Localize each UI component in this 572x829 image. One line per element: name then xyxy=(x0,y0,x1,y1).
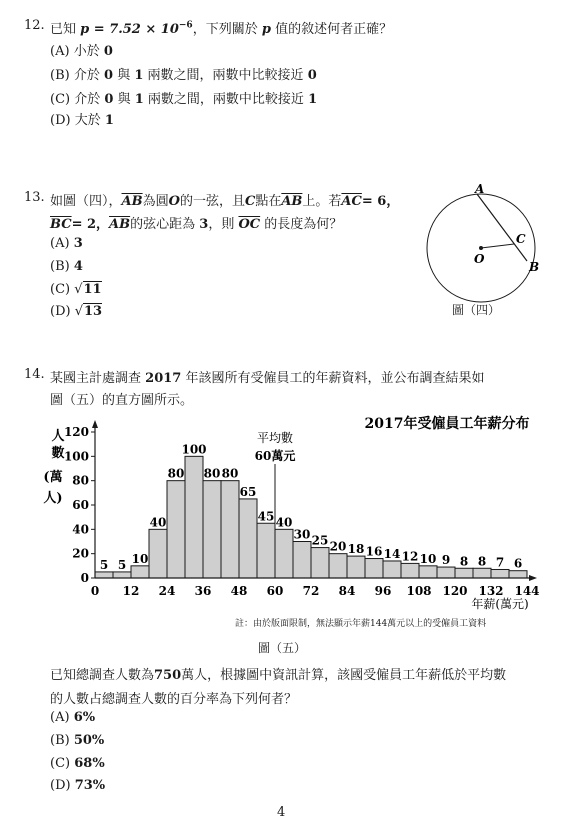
x-axis-arrow xyxy=(529,575,537,581)
bar-value-label: 80 xyxy=(203,466,221,481)
histogram-bar xyxy=(509,571,527,578)
q13-number: 13. xyxy=(24,190,45,205)
bar-value-label: 10 xyxy=(131,551,149,566)
q13-option-b[interactable]: (B) 4 xyxy=(50,259,83,274)
q14-option-d[interactable]: (D) 73% xyxy=(50,778,106,793)
histogram-bar xyxy=(419,566,437,578)
bar-value-label: 40 xyxy=(275,515,293,530)
histogram-bar xyxy=(185,456,203,578)
q12-stem-text: 已知 xyxy=(50,22,77,37)
bar-value-label: 7 xyxy=(495,555,505,570)
q13-option-a[interactable]: (A) 3 xyxy=(50,236,83,251)
y-tick-label: 120 xyxy=(63,425,89,439)
x-tick-label: 36 xyxy=(194,584,212,598)
x-tick-label: 120 xyxy=(442,584,468,598)
bar-value-label: 9 xyxy=(441,553,451,568)
x-tick-label: 96 xyxy=(374,584,392,598)
histogram-bar xyxy=(365,559,383,578)
bar-value-label: 100 xyxy=(181,442,207,457)
q12-stem-text3: 值的敘述何者正確？ xyxy=(275,22,393,37)
y-axis-label: 人) xyxy=(43,491,63,506)
chord-ab xyxy=(477,194,527,261)
bar-value-label: 8 xyxy=(459,554,469,569)
seg-bc: $\overline{BC}$ xyxy=(50,217,72,232)
bar-value-label: 5 xyxy=(99,557,109,572)
label-o: O xyxy=(474,252,485,266)
q14-follow-line2: 的人數占總調查人數的百分率為下列何者？ xyxy=(50,692,298,707)
histogram-bar xyxy=(473,568,491,578)
x-tick-label: 72 xyxy=(302,584,320,598)
q12-stem-text2: ，下列關於 xyxy=(192,22,258,37)
x-axis-label: 年薪(萬元) xyxy=(471,597,529,611)
label-b: B xyxy=(529,260,540,274)
q14-number: 14. xyxy=(24,367,45,382)
seg-ac: $\overline{AC}$ xyxy=(341,194,362,209)
bar-value-label: 80 xyxy=(167,466,185,481)
segment-oc xyxy=(481,244,514,248)
x-tick-label: 48 xyxy=(230,584,248,598)
bar-value-label: 18 xyxy=(347,542,365,557)
histogram-bar xyxy=(383,561,401,578)
label-c: C xyxy=(516,232,526,246)
q14-option-b[interactable]: (B) 50% xyxy=(50,733,105,748)
page-number: 4 xyxy=(277,805,286,820)
y-tick-label: 40 xyxy=(72,522,89,537)
q12-option-d[interactable]: (D) 大於 1 xyxy=(50,113,114,128)
q13-stem-line1: 如圖（四），$\overline{AB}$為圓O的一弦，且C點在$\overline{AB}$上。若$\overline{AC}= 6$， xyxy=(50,194,400,209)
bar-value-label: 80 xyxy=(221,466,239,481)
histogram-note: 註：由於版面限制，無法顯示年薪144萬元以上的受僱員工資料 xyxy=(235,619,487,629)
mean-label: 平均數 xyxy=(256,431,294,445)
y-tick-label: 80 xyxy=(72,473,89,488)
bar-value-label: 40 xyxy=(149,515,167,530)
histogram-bar xyxy=(275,529,293,578)
x-tick-label: 108 xyxy=(406,584,432,598)
bar-value-label: 65 xyxy=(239,484,257,499)
label-a: A xyxy=(475,183,485,196)
histogram-bar xyxy=(257,523,275,578)
x-tick-label: 0 xyxy=(90,584,100,598)
chart-title: 2017年受僱員工年薪分布 xyxy=(364,416,530,432)
seg-oc: $\overline{OC}$ xyxy=(238,217,261,232)
bar-value-label: 16 xyxy=(365,544,383,559)
x-tick-label: 132 xyxy=(478,584,504,598)
q14-option-c[interactable]: (C) 68% xyxy=(50,756,105,771)
histogram-bar xyxy=(203,481,221,578)
center-point-o xyxy=(479,246,483,250)
y-tick-label: 20 xyxy=(72,546,89,561)
y-axis-label: (萬 xyxy=(43,470,63,485)
bar-value-label: 5 xyxy=(117,557,127,572)
x-tick-label: 144 xyxy=(514,584,540,598)
x-tick-label: 60 xyxy=(266,584,284,598)
mean-value-label: 60萬元 xyxy=(254,449,296,463)
q12-option-a[interactable]: (A) 小於 0 xyxy=(50,44,113,59)
bar-value-label: 30 xyxy=(293,527,311,542)
bar-value-label: 10 xyxy=(419,551,437,566)
y-tick-label: 100 xyxy=(63,449,89,464)
histogram-bar xyxy=(221,481,239,578)
q14-follow-line1: 已知總調查人數為750萬人，根據圖中資訊計算，該國受僱員工年薪低於平均數 xyxy=(50,668,507,683)
q12-option-b[interactable]: (B) 介於 0 與 1 兩數之間，兩數中比較接近 0 xyxy=(50,68,317,83)
figure-5-caption: 圖（五） xyxy=(258,641,307,655)
x-tick-label: 24 xyxy=(158,584,176,598)
bar-value-label: 14 xyxy=(383,546,401,561)
histogram-bar xyxy=(293,542,311,579)
q12-stem xyxy=(50,18,392,37)
bar-value-label: 12 xyxy=(401,549,419,564)
y-axis-label: 人 xyxy=(51,429,65,444)
histogram-bar xyxy=(239,499,257,578)
histogram-bar xyxy=(311,548,329,578)
q13-stem-line2: $\overline{BC}= 2$，$\overline{AB}$的弦心距為 3，則 $\overline{OC}$ 的長度為何？ xyxy=(50,217,343,232)
q14-option-a[interactable]: (A) 6% xyxy=(50,710,96,725)
arc-ab: $\overline{AB}$ xyxy=(121,194,143,209)
histogram-bar xyxy=(167,481,185,578)
histogram-bar xyxy=(113,572,131,578)
histogram-bar xyxy=(95,572,113,578)
y-tick-label: 0 xyxy=(80,571,89,585)
figure-4-caption: 圖（四） xyxy=(452,303,501,317)
bar-value-label: 8 xyxy=(477,554,487,569)
q14-stem-line1: 某國主計處調查 2017 年該國所有受僱員工的年薪資料，並公布調查結果如 xyxy=(50,371,485,386)
q12-equation: $p = 7.52 \times 10^{-6}$ xyxy=(80,20,193,37)
q14-stem-line2: 圖（五）的直方圖所示。 xyxy=(50,393,194,408)
histogram-bar xyxy=(491,569,509,578)
histogram-bar xyxy=(149,529,167,578)
histogram-bar xyxy=(131,566,149,578)
q13-option-c[interactable]: (C) √11 xyxy=(50,282,102,297)
q13-option-d[interactable]: (D) √13 xyxy=(50,304,103,319)
bar-value-label: 6 xyxy=(513,556,523,571)
histogram-bar xyxy=(347,556,365,578)
histogram-bar xyxy=(329,554,347,578)
y-axis-label: 數 xyxy=(51,446,65,461)
histogram-bar xyxy=(437,567,455,578)
q12-option-c[interactable]: (C) 介於 0 與 1 兩數之間，兩數中比較接近 1 xyxy=(50,92,318,107)
histogram-bar xyxy=(401,563,419,578)
x-tick-label: 12 xyxy=(122,584,140,598)
q12-p: p xyxy=(261,22,271,37)
y-axis-arrow xyxy=(92,420,98,428)
q12-number: 12. xyxy=(24,18,45,33)
bar-value-label: 25 xyxy=(311,533,329,548)
histogram-bar xyxy=(455,568,473,578)
y-tick-label: 60 xyxy=(72,498,89,512)
x-tick-label: 84 xyxy=(338,584,356,598)
bar-value-label: 45 xyxy=(257,509,275,524)
bar-value-label: 20 xyxy=(329,539,347,554)
